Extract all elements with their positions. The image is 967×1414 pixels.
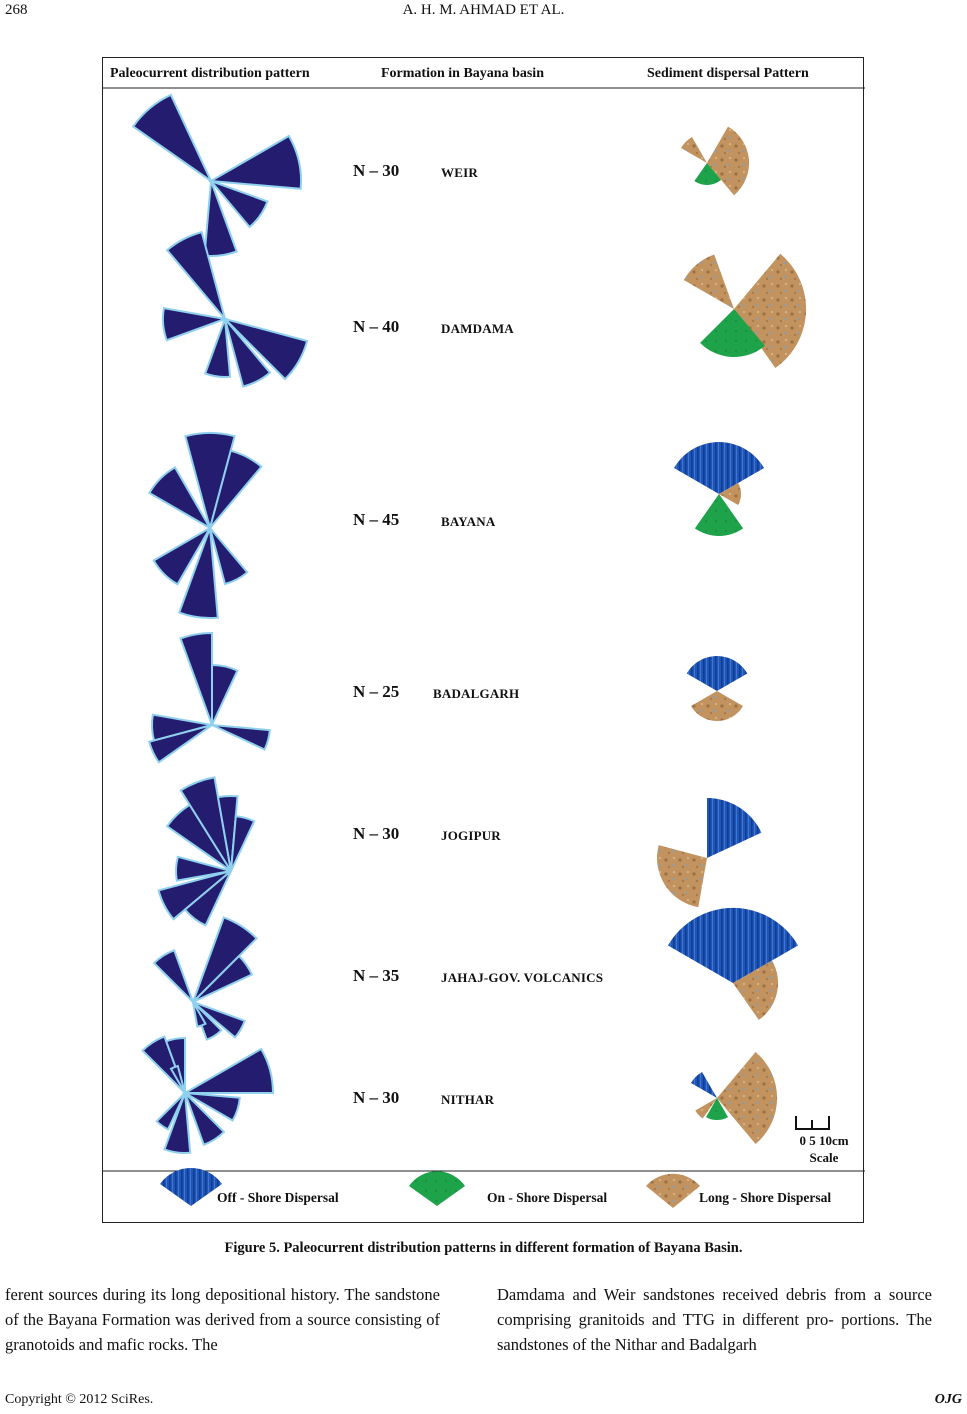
- rose-petal: [193, 917, 257, 1002]
- row-count: N – 30: [353, 824, 400, 843]
- rose-diagram: [143, 1037, 273, 1153]
- dispersal-sector: [707, 798, 761, 858]
- rose-petal: [181, 633, 213, 725]
- rose-petal: [185, 1049, 273, 1093]
- legend-off-shore-symbol: [160, 1168, 222, 1206]
- row-count: N – 25: [353, 682, 400, 701]
- dispersal-sector: [691, 691, 743, 721]
- running-author: A. H. M. AHMAD ET AL.: [402, 2, 565, 18]
- rose-petal: [205, 319, 230, 377]
- rose-petal: [211, 136, 301, 189]
- formation-label: BAYANA: [441, 514, 496, 529]
- formation-label: JAHAJ-GOV. VOLCANICS: [441, 970, 604, 985]
- rose-diagram: [149, 433, 261, 618]
- rose-diagram: [149, 633, 270, 762]
- column-header-paleocurrent: Paleocurrent distribution pattern: [110, 66, 310, 81]
- column-header-dispersal: Sediment dispersal Pattern: [647, 66, 809, 81]
- row-count: N – 30: [353, 1088, 400, 1107]
- figure-caption: Figure 5. Paleocurrent distribution patterns in different formation of Bayana Basin.: [224, 1240, 743, 1256]
- column-header-formation: Formation in Bayana basin: [381, 66, 544, 81]
- rose-diagram: [133, 95, 301, 256]
- rose-diagram: [163, 232, 307, 387]
- rose-petal: [212, 665, 237, 725]
- rose-petal: [212, 725, 270, 750]
- page-header: [0, 0, 967, 24]
- rose-diagram: [159, 777, 255, 925]
- figure-5: [102, 57, 864, 1223]
- row-count: N – 40: [353, 317, 400, 336]
- formation-label: WEIR: [441, 165, 478, 180]
- formation-label: JOGIPUR: [441, 828, 501, 843]
- formation-label: NITHAR: [441, 1092, 495, 1107]
- row-count: N – 45: [353, 510, 400, 529]
- dispersal-diagram: [691, 1052, 777, 1144]
- dispersal-diagram: [668, 908, 798, 1020]
- legend-on-shore-symbol: [409, 1171, 465, 1206]
- page-number: 268: [5, 2, 28, 18]
- copyright: Copyright © 2012 SciRes.: [5, 1392, 154, 1407]
- legend-long-shore-label: Long - Shore Dispersal: [699, 1190, 832, 1205]
- dispersal-sector: [668, 908, 798, 983]
- scale-bar: [796, 1116, 829, 1129]
- legend-long-shore-symbol: [646, 1174, 700, 1208]
- rose-petal: [163, 308, 225, 340]
- dispersal-sector: [707, 127, 749, 196]
- dispersal-sector: [681, 137, 707, 163]
- dispersal-sector: [687, 656, 748, 691]
- legend-off-shore-label: Off - Shore Dispersal: [217, 1190, 339, 1205]
- dispersal-diagram: [657, 798, 761, 907]
- dispersal-sector: [717, 1052, 777, 1144]
- formation-label: DAMDAMA: [441, 321, 514, 336]
- rose-petal: [154, 950, 193, 1002]
- legend-on-shore-label: On - Shore Dispersal: [487, 1190, 608, 1205]
- sediment-dispersal-diagrams: [657, 127, 806, 1144]
- rose-petal: [133, 95, 211, 181]
- formation-label: BADALGARH: [433, 686, 520, 701]
- dispersal-sector: [657, 845, 707, 907]
- figure-graphic: [103, 58, 865, 1224]
- paleocurrent-rose-diagrams: [133, 95, 307, 1153]
- body-column-left: [5, 1282, 440, 1357]
- journal-abbrev: OJG: [934, 1392, 962, 1407]
- dispersal-diagram: [684, 254, 806, 368]
- paragraph: ferent sources during its long depositional history. The sandstone of the Bayana Formation was derived from a source consisting of granotoids and mafic rocks. The: [5, 1285, 440, 1354]
- rose-petal: [210, 528, 247, 584]
- dispersal-sector: [684, 255, 734, 310]
- body-column-right: [497, 1282, 932, 1357]
- rose-petal: [231, 816, 254, 871]
- rose-diagram: [154, 917, 257, 1039]
- dispersal-sector: [674, 442, 764, 494]
- dispersal-diagram: [674, 442, 764, 536]
- dispersal-diagram: [681, 127, 749, 196]
- scale-label: Scale: [809, 1150, 839, 1165]
- row-count: N – 30: [353, 161, 400, 180]
- scale-ticks: 0 5 10cm: [799, 1133, 849, 1148]
- dispersal-diagram: [687, 656, 748, 721]
- dispersal-sector: [691, 1072, 717, 1098]
- paragraph: Damdama and Weir sandstones received debris from a source comprising granitoids and TTG in different pro- portions. The sandstones of the Nithar and Badalgarh: [497, 1285, 932, 1354]
- row-count: N – 35: [353, 966, 400, 985]
